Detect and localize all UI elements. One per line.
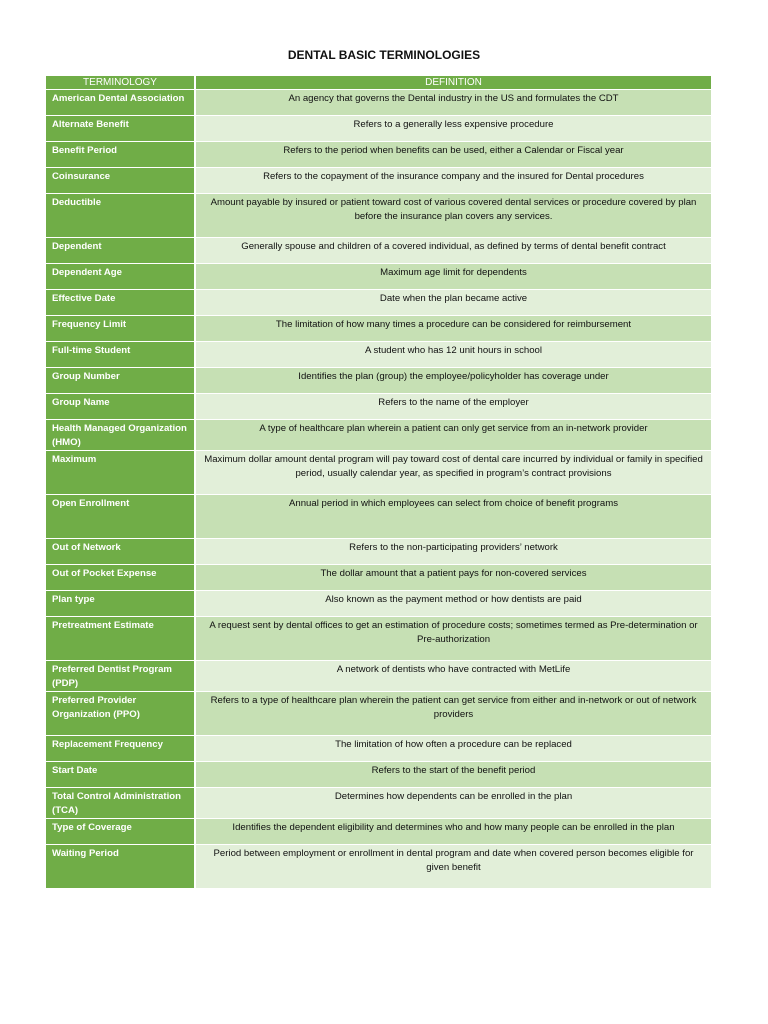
definition-cell: A type of healthcare plan wherein a patient can only get service from an in-network provider	[196, 420, 711, 451]
term-cell: Maximum	[46, 451, 196, 495]
definition-cell: A network of dentists who have contracted with MetLife	[196, 661, 711, 692]
term-cell: Dependent	[46, 238, 196, 264]
term-cell: Effective Date	[46, 290, 196, 316]
table-row	[46, 342, 711, 368]
definition-cell: Refers to the start of the benefit period	[196, 762, 711, 788]
table-row	[46, 661, 711, 692]
table-row	[46, 368, 711, 394]
term-cell: Frequency Limit	[46, 316, 196, 342]
term-cell: Plan type	[46, 591, 196, 617]
definition-cell: Determines how dependents can be enrolled in the plan	[196, 788, 711, 819]
header-definition: DEFINITION	[196, 76, 711, 90]
term-cell: Health Managed Organization (HMO)	[46, 420, 196, 451]
term-cell: Out of Network	[46, 539, 196, 565]
definition-cell: An agency that governs the Dental industry in the US and formulates the CDT	[196, 90, 711, 116]
definition-cell: Refers to the copayment of the insurance company and the insured for Dental procedures	[196, 168, 711, 194]
document-title: DENTAL BASIC TERMINOLOGIES	[287, 48, 481, 62]
definition-cell: The dollar amount that a patient pays for non-covered services	[196, 565, 711, 591]
definition-cell: Generally spouse and children of a covered individual, as defined by terms of dental benefit contract	[196, 238, 711, 264]
table-row	[46, 420, 711, 451]
definition-cell: A request sent by dental offices to get an estimation of procedure costs; sometimes termed as Pre-determination or Pre-authorization	[196, 617, 711, 661]
term-cell: Preferred Dentist Program (PDP)	[46, 661, 196, 692]
table-row	[46, 168, 711, 194]
definition-cell: Refers to a type of healthcare plan wherein the patient can get service from either and in-network or out of network providers	[196, 692, 711, 736]
table-row	[46, 290, 711, 316]
table-row	[46, 238, 711, 264]
term-cell: Group Name	[46, 394, 196, 420]
definition-cell: Refers to the period when benefits can be used, either a Calendar or Fiscal year	[196, 142, 711, 168]
term-cell: Type of Coverage	[46, 819, 196, 845]
term-cell: Replacement Frequency	[46, 736, 196, 762]
table-row	[46, 394, 711, 420]
definition-cell: Also known as the payment method or how dentists are paid	[196, 591, 711, 617]
table-row	[46, 194, 711, 238]
term-cell: Dependent Age	[46, 264, 196, 290]
term-cell: Deductible	[46, 194, 196, 238]
table-row	[46, 819, 711, 845]
term-cell: Open Enrollment	[46, 495, 196, 539]
definition-cell: Refers to a generally less expensive procedure	[196, 116, 711, 142]
table-row	[46, 591, 711, 617]
table-row	[46, 116, 711, 142]
definition-cell: Maximum age limit for dependents	[196, 264, 711, 290]
table-row	[46, 539, 711, 565]
term-cell: Total Control Administration (TCA)	[46, 788, 196, 819]
term-cell: American Dental Association	[46, 90, 196, 116]
table-row	[46, 142, 711, 168]
table-row	[46, 762, 711, 788]
table-row	[46, 788, 711, 819]
table-row	[46, 617, 711, 661]
definition-cell: The limitation of how often a procedure can be replaced	[196, 736, 711, 762]
definition-cell: Amount payable by insured or patient toward cost of various covered dental services or procedure covered by plan before the insurance plan covers any services.	[196, 194, 711, 238]
table-row	[46, 845, 711, 889]
definition-cell: Identifies the dependent eligibility and determines who and how many people can be enrolled in the plan	[196, 819, 711, 845]
table-row	[46, 565, 711, 591]
table-row	[46, 316, 711, 342]
term-cell: Start Date	[46, 762, 196, 788]
definition-cell: A student who has 12 unit hours in school	[196, 342, 711, 368]
table-row	[46, 495, 711, 539]
term-cell: Pretreatment Estimate	[46, 617, 196, 661]
term-cell: Full-time Student	[46, 342, 196, 368]
table-row	[46, 692, 711, 736]
definition-cell: The limitation of how many times a procedure can be considered for reimbursement	[196, 316, 711, 342]
term-cell: Out of Pocket Expense	[46, 565, 196, 591]
table-row	[46, 90, 711, 116]
definition-cell: Refers to the non-participating providers’ network	[196, 539, 711, 565]
term-cell: Waiting Period	[46, 845, 196, 889]
definition-cell: Date when the plan became active	[196, 290, 711, 316]
table-row	[46, 264, 711, 290]
definition-cell: Maximum dollar amount dental program will pay toward cost of dental care incurred by individual or family in specified period, usually calendar year, as specified in program’s contract provisions	[196, 451, 711, 495]
term-cell: Preferred Provider Organization (PPO)	[46, 692, 196, 736]
term-cell: Group Number	[46, 368, 196, 394]
definition-cell: Annual period in which employees can select from choice of benefit programs	[196, 495, 711, 539]
terminology-table	[46, 76, 711, 889]
header-terminology: TERMINOLOGY	[46, 76, 196, 90]
table-row	[46, 451, 711, 495]
table-header-row	[46, 76, 711, 90]
definition-cell: Identifies the plan (group) the employee/policyholder has coverage under	[196, 368, 711, 394]
term-cell: Benefit Period	[46, 142, 196, 168]
definition-cell: Refers to the name of the employer	[196, 394, 711, 420]
table-row	[46, 736, 711, 762]
term-cell: Coinsurance	[46, 168, 196, 194]
term-cell: Alternate Benefit	[46, 116, 196, 142]
definition-cell: Period between employment or enrollment in dental program and date when covered person becomes eligible for given benefit	[196, 845, 711, 889]
